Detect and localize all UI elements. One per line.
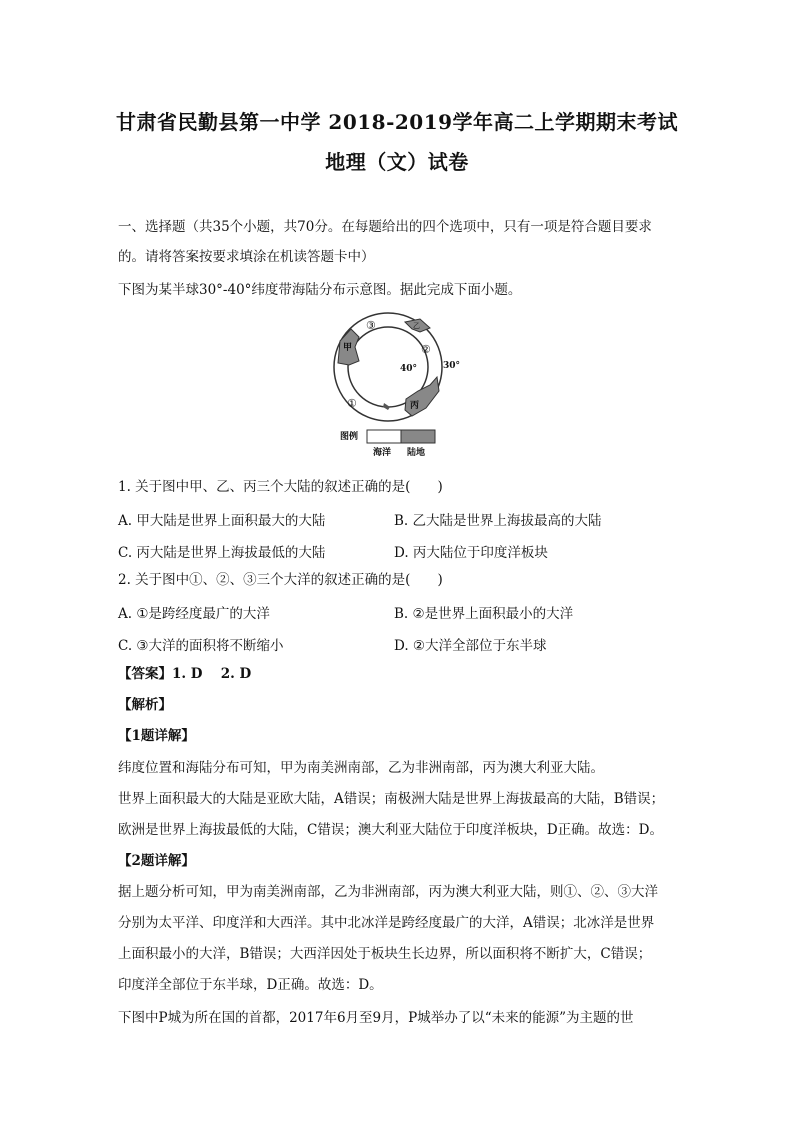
- label-ocean-3: ③: [366, 319, 376, 332]
- label-ocean-1: ①: [347, 397, 357, 410]
- detail-1-line-3: 欧洲是世界上海拔最低的大陆，C错误；澳大利亚大陆位于印度洋板块，D正确。故选：D。: [118, 822, 663, 838]
- land-sea-ring-figure: [326, 307, 466, 457]
- question-1-option-c: C. 丙大陆是世界上海拔最低的大陆: [118, 545, 326, 561]
- question-2-option-a: A. ①是跨经度最广的大洋: [118, 606, 270, 622]
- question-1-stem: 1. 关于图中甲、乙、丙三个大陆的叙述正确的是( ): [118, 479, 443, 495]
- legend-ocean-label: 海洋: [373, 448, 392, 457]
- detail-1-line-2: 世界上面积最大的大陆是亚欧大陆，A错误；南极洲大陆是世界上海拔最高的大陆，B错误；: [118, 791, 665, 807]
- label-jia: 甲: [343, 343, 353, 353]
- section-heading-line2: 的。请将答案按要求填涂在机读答题卡中）: [118, 249, 375, 265]
- question-2-option-c: C. ③大洋的面积将不断缩小: [118, 638, 284, 654]
- label-bing: 丙: [410, 401, 420, 411]
- detail-2-line-3: 上面积最小的大洋，B错误；大西洋因处于板块生长边界，所以面积将不断扩大，C错误；: [118, 946, 652, 962]
- next-section-intro: 下图中P城为所在国的首都，2017年6月至9月，P城举办了以“未来的能源”为主题的世: [118, 1010, 634, 1026]
- question-2-option-d: D. ②大洋全部位于东半球: [394, 638, 547, 654]
- answer-line: 【答案】1. D 2. D: [118, 666, 252, 682]
- legend-land-swatch: [401, 430, 435, 443]
- question-1-option-a: A. 甲大陆是世界上面积最大的大陆: [118, 513, 326, 529]
- question-2-option-b: B. ②是世界上面积最小的大洋: [394, 606, 574, 622]
- label-lat-30: 30°: [443, 361, 461, 371]
- question-1-option-d: D. 丙大陆位于印度洋板块: [394, 545, 548, 561]
- legend-title: 图例: [340, 432, 359, 442]
- detail-1-label: 【1题详解】: [118, 728, 195, 744]
- legend-land-label: 陆地: [407, 448, 426, 457]
- detail-2-line-2: 分别为太平洋、印度洋和大西洋。其中北冰洋是跨经度最广的大洋，A错误；北冰洋是世界: [118, 915, 655, 931]
- question-1-option-b: B. 乙大陆是世界上海拔最高的大陆: [394, 513, 602, 529]
- detail-2-line-4: 印度洋全部位于东半球，D正确。故选：D。: [118, 977, 383, 993]
- legend-ocean-swatch: [367, 430, 401, 443]
- label-ocean-2: ②: [421, 343, 431, 356]
- doc-title-line1: 甘肃省民勤县第一中学 2018-2019学年高二上学期期末考试: [115, 110, 679, 134]
- detail-1-line-1: 纬度位置和海陆分布可知，甲为南美洲南部，乙为非洲南部，丙为澳大利亚大陆。: [118, 760, 604, 776]
- label-lat-40: 40°: [400, 364, 418, 374]
- label-yi: 乙: [413, 322, 420, 330]
- section-heading-line1: 一、选择题（共35个小题，共70分。在每题给出的四个选项中，只有一项是符合题目要求: [118, 219, 652, 235]
- detail-2-label: 【2题详解】: [118, 853, 195, 869]
- figure-intro: 下图为某半球30°-40°纬度带海陆分布示意图。据此完成下面小题。: [118, 282, 522, 298]
- analysis-label: 【解析】: [118, 697, 172, 713]
- detail-2-line-1: 据上题分析可知，甲为南美洲南部，乙为非洲南部，丙为澳大利亚大陆，则①、②、③大洋: [118, 884, 658, 900]
- doc-title-line2: 地理（文）试卷: [325, 150, 469, 174]
- question-2-stem: 2. 关于图中①、②、③三个大洋的叙述正确的是( ): [118, 572, 443, 588]
